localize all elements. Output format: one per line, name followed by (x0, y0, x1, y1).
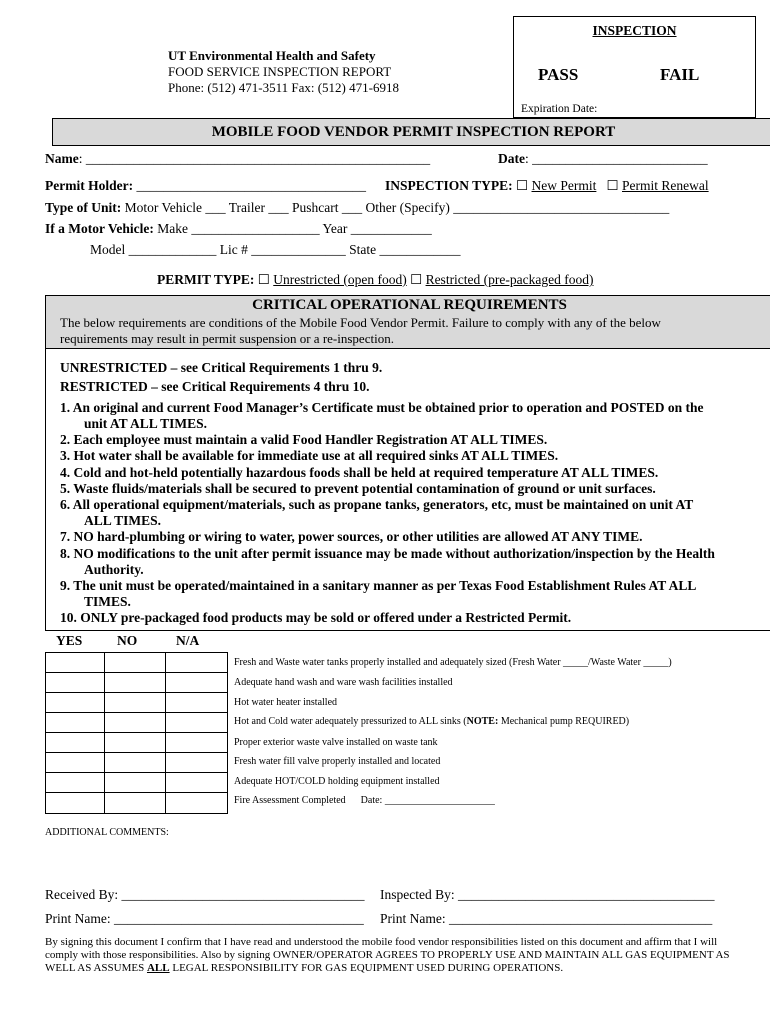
name-label: Name (45, 151, 79, 166)
checklist-grid (45, 652, 228, 814)
requirement-10: 10. ONLY pre-packaged food products may be sold or offered under a Restricted Permit. (60, 610, 572, 625)
footer-text-1: By signing this document I confirm that I have read and understood the mobile food vendor responsibilities listed on this document and affirm that I will comply with those responsibilities. Also by signing OWNER/OPERATOR AGREES TO PROPERLY USE AND MAINTAIN ALL GAS EQUIPMENT AS WELL AS ASSUMES (45, 936, 730, 974)
requirement-2: 2. Each employee must maintain a valid Food Handler Registration AT ALL TIMES. (60, 432, 548, 447)
inspection-box (513, 16, 756, 118)
no-cell[interactable] (104, 672, 166, 693)
checklist-item (234, 716, 629, 727)
yes-cell[interactable] (45, 652, 105, 673)
na-cell[interactable] (165, 772, 228, 793)
requirement-1-cont: unit AT ALL TIMES. (84, 416, 208, 431)
model-field[interactable]: Model _____________ Lic # ______________ State ____________ (90, 242, 461, 257)
na-cell[interactable] (165, 752, 228, 773)
date-field[interactable] (498, 151, 708, 167)
additional-comments-label: ADDITIONAL COMMENTS: (45, 827, 169, 838)
footer-agreement (45, 936, 735, 975)
print-name-field-2[interactable]: Print Name: _______________________________________ (380, 911, 713, 926)
new-permit-checkbox[interactable]: ☐ (516, 178, 529, 193)
checklist-item: Hot water heater installed (234, 697, 338, 708)
yes-cell[interactable] (45, 752, 105, 773)
page-title: MOBILE FOOD VENDOR PERMIT INSPECTION REPORT (52, 118, 770, 146)
checklist-item: Adequate hand wash and ware wash facilities installed (234, 677, 453, 688)
expiration-date-label: Expiration Date: (521, 103, 598, 115)
name-line: : ___________________________________________________ (78, 151, 431, 166)
checklist-item (234, 795, 495, 806)
checklist-item-text: Hot and Cold water adequately pressurized to ALL sinks ( (234, 716, 467, 727)
permit-holder-field[interactable] (45, 178, 366, 194)
requirement-5: 5. Waste fluids/materials shall be secured to prevent potential contamination of ground or unit surfaces. (60, 481, 656, 496)
motor-vehicle-label: If a Motor Vehicle: (45, 221, 154, 236)
footer-all: ALL (146, 962, 170, 974)
restricted-label: Restricted (pre-packaged food) (425, 272, 594, 287)
critical-requirements-box (45, 295, 770, 631)
requirement-3: 3. Hot water shall be available for immediate use at all required sinks AT ALL TIMES. (60, 448, 559, 463)
note-text: Mechanical pump REQUIRED) (498, 716, 630, 727)
requirement-1: 1. An original and current Food Manager’s Certificate must be obtained prior to operation and POSTED on the (60, 400, 704, 415)
checklist-item-text: Fire Assessment Completed (234, 795, 346, 806)
received-by-field[interactable]: Received By: ____________________________________ (45, 887, 365, 902)
date-label: Date (498, 151, 525, 166)
na-header: N/A (176, 633, 200, 648)
na-cell[interactable] (165, 712, 228, 733)
permit-holder-line: __________________________________ (133, 178, 366, 193)
requirement-7: 7. NO hard-plumbing or wiring to water, power sources, or other utilities are allowed AT ANY TIME. (60, 529, 643, 544)
report-type: FOOD SERVICE INSPECTION REPORT (168, 64, 392, 79)
inspection-title: INSPECTION (592, 23, 677, 38)
inspection-type-row (385, 178, 709, 194)
checklist-item: Fresh water fill valve properly installed and located (234, 756, 441, 767)
yes-cell[interactable] (45, 792, 105, 814)
restricted-checkbox[interactable]: ☐ (410, 272, 423, 287)
critical-title: CRITICAL OPERATIONAL REQUIREMENTS (252, 297, 567, 313)
inspected-by-field[interactable]: Inspected By: ______________________________________ (380, 887, 715, 902)
no-header: NO (117, 633, 138, 648)
note-label: NOTE: (466, 716, 499, 727)
na-cell[interactable] (165, 732, 228, 753)
yes-cell[interactable] (45, 712, 105, 733)
requirement-9: 9. The unit must be operated/maintained in a sanitary manner as per Texas Food Establishment Rules AT ALL (60, 578, 697, 593)
name-field[interactable] (45, 151, 430, 167)
requirement-4: 4. Cold and hot-held potentially hazardous foods shall be held at required temperature AT ALL TIMES. (60, 465, 659, 480)
no-cell[interactable] (104, 752, 166, 773)
fail-label[interactable]: FAIL (660, 65, 700, 84)
no-cell[interactable] (104, 732, 166, 753)
print-name-field-1[interactable]: Print Name: _____________________________________ (45, 911, 364, 926)
unit-type-field[interactable] (45, 200, 669, 216)
permit-type-label: PERMIT TYPE: (157, 272, 255, 287)
yes-header: YES (56, 633, 83, 648)
unit-type-options: Motor Vehicle ___ Trailer ___ Pushcart ___ Other (Specify) ________________________________ (121, 200, 670, 215)
yes-cell[interactable] (45, 772, 105, 793)
motor-vehicle-make: Make ___________________ Year ____________ (153, 221, 432, 236)
checklist-item: Adequate HOT/COLD holding equipment installed (234, 776, 440, 787)
unit-type-label: Type of Unit: (45, 200, 122, 215)
phone-fax: Phone: (512) 471-3511 Fax: (512) 471-6918 (168, 80, 399, 95)
unrestricted-label: Unrestricted (open food) (273, 272, 407, 287)
fire-date-field[interactable]: Date: ______________________ (360, 795, 495, 806)
permit-renewal-checkbox[interactable]: ☐ (606, 178, 619, 193)
restricted-note: RESTRICTED – see Critical Requirements 4 thru 10. (60, 379, 370, 394)
no-cell[interactable] (104, 652, 166, 673)
permit-type-row (157, 272, 593, 288)
date-line: : __________________________ (525, 151, 708, 166)
na-cell[interactable] (165, 692, 228, 713)
requirement-9-cont: TIMES. (84, 594, 131, 609)
footer-text-2: LEGAL RESPONSIBILITY FOR GAS EQUIPMENT USED DURING OPERATIONS. (169, 962, 564, 974)
yes-cell[interactable] (45, 672, 105, 693)
no-cell[interactable] (104, 712, 166, 733)
checklist-item: Fresh and Waste water tanks properly installed and adequately sized (Fresh Water _____/Waste Water _____) (234, 657, 672, 668)
permit-holder-label: Permit Holder: (45, 178, 134, 193)
requirement-6: 6. All operational equipment/materials, such as propane tanks, generators, etc, must be maintained on unit AT (60, 497, 694, 512)
na-cell[interactable] (165, 652, 228, 673)
unrestricted-note: UNRESTRICTED – see Critical Requirements 1 thru 9. (60, 360, 383, 375)
pass-label[interactable]: PASS (538, 65, 579, 84)
yes-cell[interactable] (45, 732, 105, 753)
requirement-6-cont: ALL TIMES. (84, 513, 162, 528)
requirement-8: 8. NO modifications to the unit after permit issuance may be made without authorization/inspection by the Health (60, 546, 715, 561)
no-cell[interactable] (104, 792, 166, 814)
no-cell[interactable] (104, 692, 166, 713)
org-name: UT Environmental Health and Safety (168, 48, 376, 63)
requirement-8-cont: Authority. (84, 562, 144, 577)
permit-renewal-label: Permit Renewal (622, 178, 709, 193)
new-permit-label: New Permit (531, 178, 597, 193)
checklist-item: Proper exterior waste valve installed on waste tank (234, 737, 438, 748)
critical-desc-line-2: requirements may result in permit suspension or a re-inspection. (60, 331, 394, 346)
critical-desc-line-1: The below requirements are conditions of the Mobile Food Vendor Permit. Failure to comply with any of the below (60, 315, 661, 330)
na-cell[interactable] (165, 792, 228, 814)
na-cell[interactable] (165, 672, 228, 693)
no-cell[interactable] (104, 772, 166, 793)
yes-cell[interactable] (45, 692, 105, 713)
unrestricted-checkbox[interactable]: ☐ (257, 272, 270, 287)
motor-vehicle-field[interactable] (45, 221, 432, 237)
critical-header (46, 296, 770, 349)
inspection-type-label: INSPECTION TYPE: (385, 178, 513, 193)
